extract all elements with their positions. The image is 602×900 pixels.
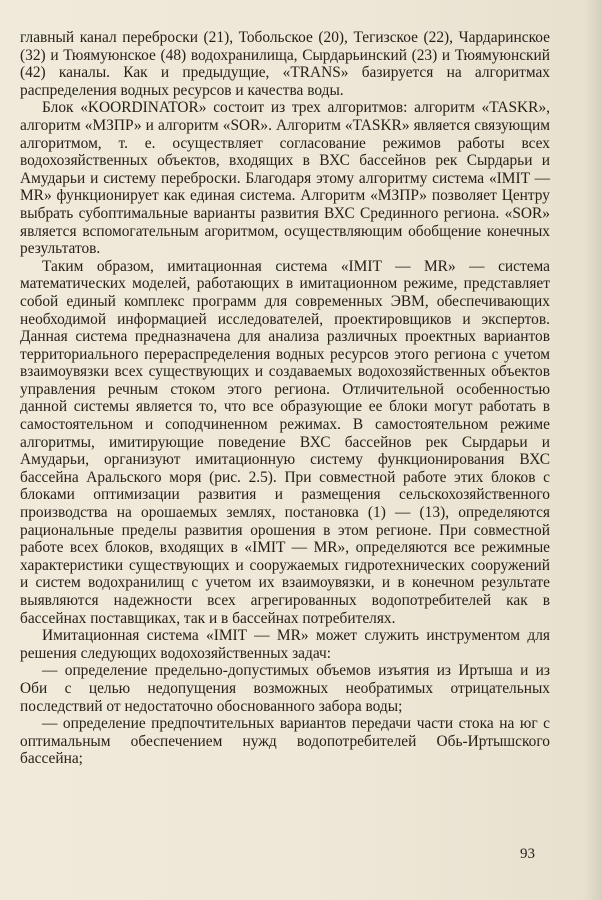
paragraph-imit-mr-summary: Таким образом, имитационная система «IMIT — MR» — система математических моделей, работающих в имитационном режиме, представляет собой единый комплекс программ для современных ЭВМ, обеспечивающих необходимой информацией исследователей, проектировщиков и экспертов. Данная система предназначена для анализа различных проектных вариантов территориального перераспределения водных ресурсов этого региона с учетом взаимоувязки всех существующих и создаваемых водохозяйственных объектов управления речным стоком этого региона. Отличительной особенностью данной системы является то, что все образующие ее блоки могут работать в самостоятельном и соподчиненном режимах. В самостоятельном режиме алгоритмы, имитирующие поведение ВХС бассейнов рек Сырдарьи и Амударьи, организуют имитационную систему функционирования ВХС бассейна Аральского моря (рис. 2.5). При совместной работе этих блоков с блоками оптимизации развития и размещения сельскохозяйственного производства на орошаемых землях, постановка (1) — (13), определяются рациональные пределы развития орошения в этом регионе. При совместной работе всех блоков, входящих в «IMIT — MR», определяются все режимные характеристики существующих и сооружаемых гидротехнических сооружений и систем водохранилищ с учетом их взаимоувязки, и в конечном результате выявляются надежности всех агрегированных водопотребителей как в бассейнах поставщиках, так и в бассейнах потребителях. [20, 257, 550, 627]
list-item-task-1: — определение предельно-допустимых объемов изъятия из Иртыша и из Оби с целью недопущения возможных необратимых отрицательных последствий от недостаточно обоснованного забора воды; [20, 662, 550, 715]
page-number: 93 [520, 846, 535, 862]
body-text [20, 29, 550, 768]
paragraph-tasks-intro: Имитационная система «IMIT — MR» может служить инструментом для решения следующих водохозяйственных задач: [20, 627, 550, 662]
paragraph-continuation: главный канал переброски (21), Тобольское (20), Тегизское (22), Чардаринское (32) и Тюямуюнское (48) водохранилища, Сырдарьинский (23) и Тюямуюнский (42) каналы. Как и предыдущие, «TRANS» базируется на алгоритмах распределения водных ресурсов и качества воды. [20, 29, 550, 99]
page-edge-shadow [584, 0, 602, 900]
paragraph-koordinator: Блок «KOORDINATOR» состоит из трех алгоритмов: алгоритм «TASKR», алгоритм «МЗПР» и алгоритм «SOR». Алгоритм «TASKR» является связующим алгоритмом, т. е. осуществляет согласование режимов работы всех водохозяйственных объектов, входящих в ВХС бассейнов рек Сырдарьи и Амударьи и систему переброски. Благодаря этому алгоритму система «IMIT — MR» функционирует как единая система. Алгоритм «МЗПР» позволяет Центру выбрать субоптимальные варианты развития ВХС Срединного региона. «SOR» является вспомогательным агоритмом, осуществляющим обобщение конечных результатов. [20, 99, 550, 258]
list-item-task-2: — определение предпочтительных вариантов передачи части стока на юг с оптимальным обеспечением нужд водопотребителей Обь-Иртышского бассейна; [20, 715, 550, 768]
